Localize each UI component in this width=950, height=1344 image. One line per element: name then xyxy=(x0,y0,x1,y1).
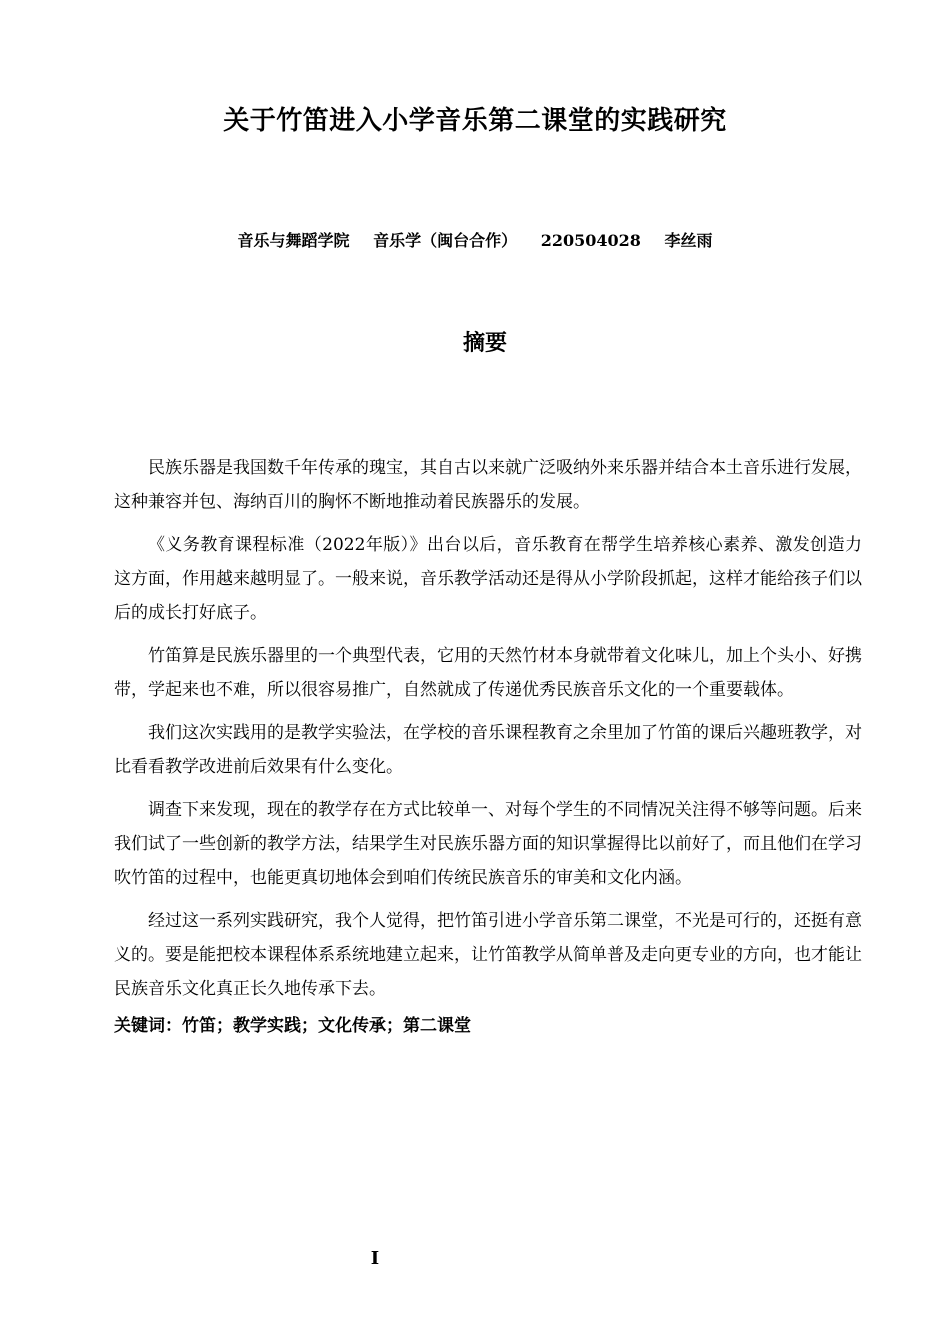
abstract-paragraph: 我们这次实践用的是教学实验法，在学校的音乐课程教育之余里加了竹笛的课后兴趣班教学，对比看看教学改进前后效果有什么变化。 xyxy=(114,723,862,777)
abstract-paragraph: 调查下来发现，现在的教学存在方式比较单一、对每个学生的不同情况关注得不够等问题。后来我们试了一些创新的教学方法，结果学生对民族乐器方面的知识掌握得比以前好了，而且他们在学习吹竹笛的过程中，也能更真切地体会到咱们传统民族音乐的审美和文化内涵。 xyxy=(114,800,862,888)
abstract-paragraph: 《义务教育课程标准（2022年版）》出台以后，音乐教育在帮学生培养核心素养、激发创造力这方面，作用越来越明显了。一般来说，音乐教学活动还是得从小学阶段抓起，这样才能给孩子们以后的成长打好底子。 xyxy=(114,535,862,623)
document-title: 关于竹笛进入小学音乐第二课堂的实践研究 xyxy=(223,106,727,136)
keywords-line: 关键词：竹笛；教学实践；文化传承；第二课堂 xyxy=(114,1016,471,1036)
abstract-paragraph: 经过这一系列实践研究，我个人觉得，把竹笛引进小学音乐第二课堂，不光是可行的，还挺有意义的。要是能把校本课程体系系统地建立起来，让竹笛教学从简单普及走向更专业的方向，也才能让民族音乐文化真正长久地传承下去。 xyxy=(114,911,862,999)
abstract-paragraph: 竹笛算是民族乐器里的一个典型代表，它用的天然竹材本身就带着文化味儿，加上个头小、好携带，学起来也不难，所以很容易推广，自然就成了传递优秀民族音乐文化的一个重要载体。 xyxy=(114,646,862,700)
byline-school: 音乐与舞蹈学院 xyxy=(237,231,350,250)
byline-major: 音乐学（闽台合作） xyxy=(373,231,518,250)
page-number: I xyxy=(370,1248,380,1269)
abstract-heading: 摘要 xyxy=(462,331,507,356)
abstract-body xyxy=(114,451,862,1041)
byline-author: 李丝雨 xyxy=(664,231,713,250)
byline-student-id: 220504028 xyxy=(540,231,641,250)
author-byline xyxy=(0,228,950,251)
abstract-paragraph: 民族乐器是我国数千年传承的瑰宝，其自古以来就广泛吸纳外来乐器并结合本土音乐进行发展，这种兼容并包、海纳百川的胸怀不断地推动着民族器乐的发展。 xyxy=(114,458,862,512)
